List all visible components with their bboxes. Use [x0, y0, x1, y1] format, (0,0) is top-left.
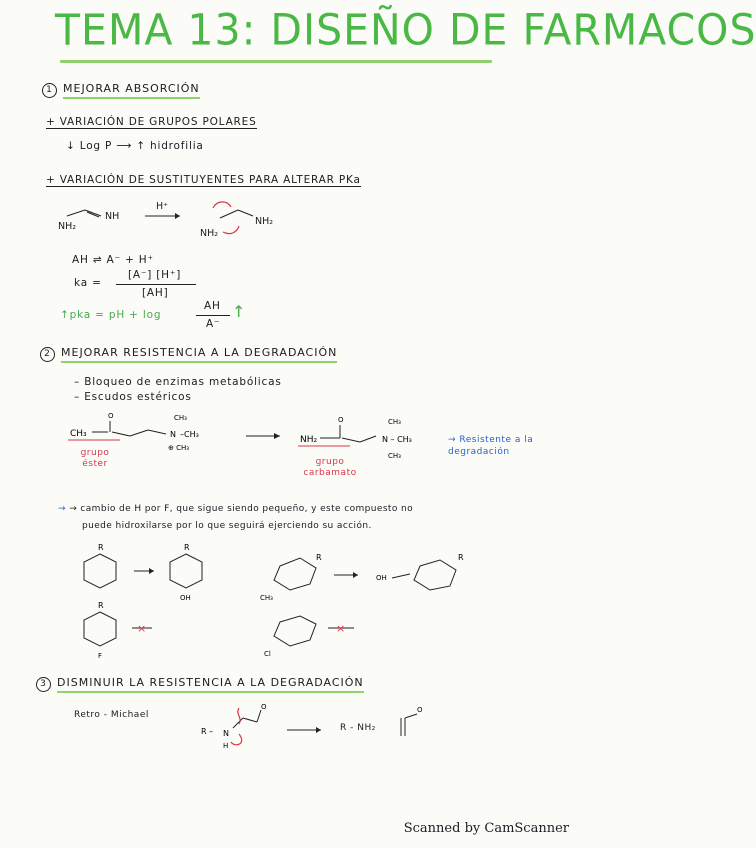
retro-michael-diagram — [195, 700, 455, 760]
title-underline — [60, 60, 492, 63]
cambio-line-2: puede hidroxilarse por lo que seguirá ejerciendo su acción. — [82, 521, 372, 531]
svg-text:O: O — [417, 706, 423, 714]
retro-michael-product: R - NH₂ — [340, 723, 376, 733]
section-1-heading — [42, 82, 200, 98]
polar-groups-text: ↓ Log P ⟶ ↑ hidrofilia — [66, 140, 204, 152]
ka-label: ka = — [74, 277, 102, 289]
svg-text:×: × — [137, 622, 147, 635]
svg-text:N: N — [170, 430, 176, 439]
escudos-item: – Escudos estéricos — [74, 391, 192, 403]
svg-text:F: F — [98, 652, 103, 660]
section-title: MEJORAR RESISTENCIA A LA DEGRADACIÓN — [61, 346, 337, 363]
section-number: 1 — [42, 83, 57, 98]
section-number: 2 — [40, 347, 55, 362]
section-number: 3 — [36, 677, 51, 692]
svg-text:×: × — [336, 622, 346, 635]
section-2-heading — [40, 346, 337, 362]
pka-title: + VARIACIÓN DE SUSTITUYENTES PARA ALTERAR PKa — [46, 174, 361, 186]
svg-text:R: R — [184, 543, 190, 552]
nh2-left: NH₂ — [58, 221, 77, 232]
up-arrow-icon: ↑ — [232, 302, 246, 321]
svg-text:R –: R – — [201, 727, 214, 736]
retro-michael-label: Retro - Michael — [74, 710, 149, 720]
ka-fraction-line — [116, 284, 196, 285]
svg-text:–CH₃: –CH₃ — [180, 430, 199, 439]
grupo-ester-label: grupo éster — [80, 448, 110, 469]
pka-equation: ↑pka = pH + log — [60, 309, 162, 321]
ester-to-carbamate-diagram — [70, 410, 450, 470]
svg-text:Cl: Cl — [264, 650, 271, 658]
svg-text:OH: OH — [376, 574, 387, 582]
svg-text:H: H — [223, 742, 229, 750]
svg-text:N – CH₃: N – CH₃ — [382, 435, 412, 444]
svg-text:O: O — [338, 416, 344, 424]
svg-text:O: O — [108, 412, 114, 420]
benzene-rings-diagram — [80, 540, 500, 660]
cambio-line-1: → → cambio de H por F, que sigue siendo pequeño, y este compuesto no — [58, 504, 414, 514]
svg-text:R: R — [458, 553, 464, 562]
page-title: TEMA 13: DISEÑO DE FARMACOS — [55, 4, 756, 56]
ka-numerator: [A⁻] [H⁺] — [128, 269, 182, 281]
svg-text:CH₃: CH₃ — [388, 418, 401, 426]
grupo-carbamato-label: grupo carbamato — [303, 457, 357, 478]
svg-text:R: R — [98, 543, 104, 552]
section-title: DISMINUIR LA RESISTENCIA A LA DEGRADACIÓN — [57, 676, 364, 693]
section-title: MEJORAR ABSORCIÓN — [63, 82, 200, 99]
polar-groups-title: + VARIACIÓN DE GRUPOS POLARES — [46, 116, 257, 128]
bloqueo-item: – Bloqueo de enzimas metabólicas — [74, 376, 282, 388]
svg-text:CH₃: CH₃ — [388, 452, 401, 460]
pka-fraction-line — [196, 315, 230, 316]
svg-text:CH₃: CH₃ — [70, 429, 87, 439]
svg-text:CH₃: CH₃ — [260, 594, 273, 602]
nh2-right: NH₂ — [200, 228, 219, 239]
svg-text:NH₂: NH₂ — [300, 435, 318, 445]
resistente-label: → Resistente a la degradación — [448, 435, 534, 457]
svg-text:R: R — [98, 601, 104, 610]
section-3-heading — [36, 676, 364, 692]
pka-denominator: A⁻ — [206, 318, 221, 330]
svg-text:O: O — [261, 703, 267, 711]
h-plus: H⁺ — [156, 201, 169, 212]
nh2-plus: NH₂ — [255, 216, 274, 227]
nh-left: NH — [105, 211, 120, 222]
scanner-watermark: Scanned by CamScanner — [403, 821, 569, 836]
svg-text:R: R — [316, 553, 322, 562]
svg-text:OH: OH — [180, 594, 191, 602]
svg-text:CH₃: CH₃ — [174, 414, 187, 422]
equilibrium: AH ⇌ A⁻ + H⁺ — [72, 254, 154, 266]
ka-denominator: [AH] — [142, 287, 169, 299]
svg-text:N: N — [223, 729, 229, 738]
pka-numerator: AH — [204, 300, 221, 312]
svg-text:⊕ CH₃: ⊕ CH₃ — [168, 444, 190, 452]
